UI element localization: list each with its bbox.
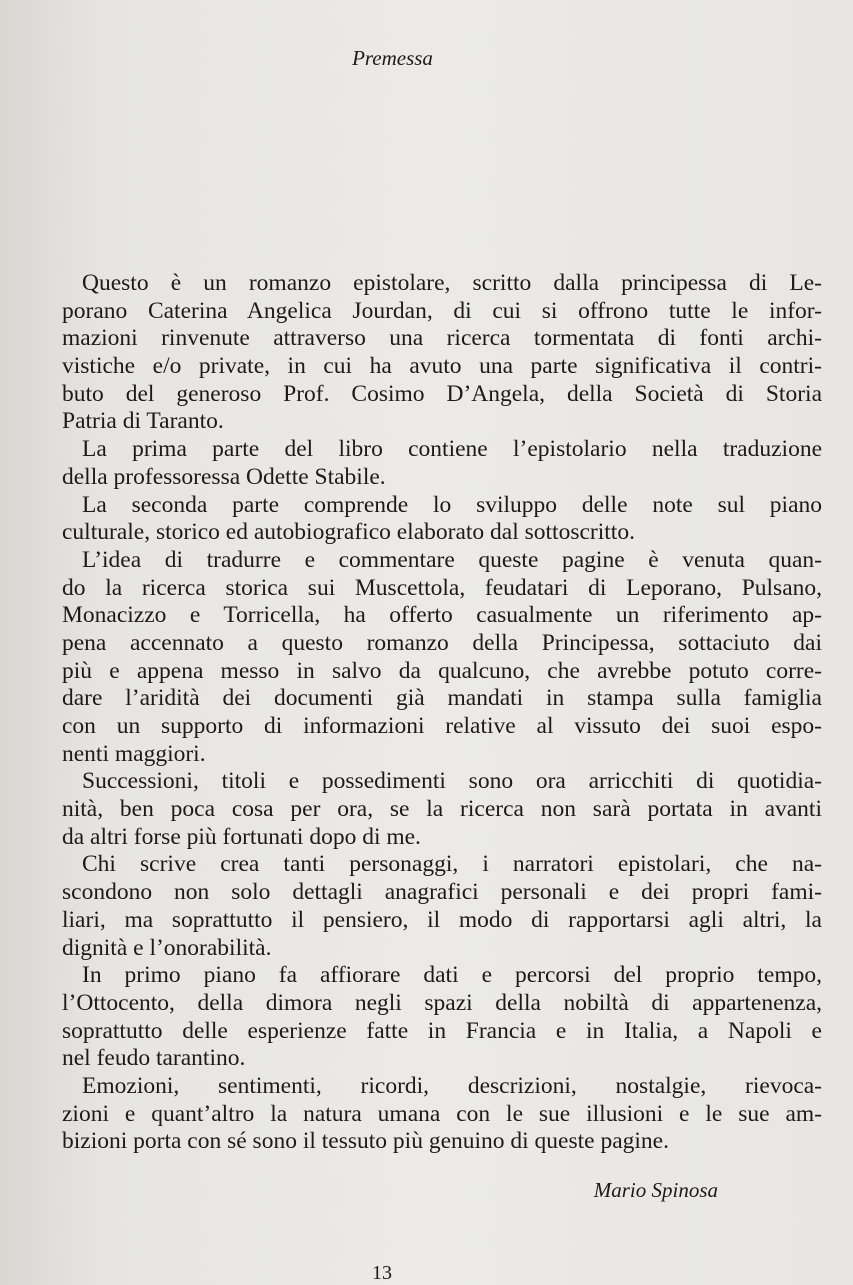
paragraph [62,851,822,962]
text-line: soprattutto delle esperienze fatte in Francia e in Italia, a Napoli e [62,1017,822,1044]
text-line: L’idea di tradurre e commentare queste pagine è venuta quan- [82,546,822,573]
paragraph [62,547,822,769]
page-number: 13 [372,1262,392,1284]
text-line: nità, ben poca cosa per ora, se la ricerca non sarà portata in avanti [62,796,822,823]
paragraph [62,270,822,436]
preface-body [62,270,822,1156]
text-line: più e appena messo in salvo da qualcuno, che avrebbe potuto corre- [62,657,822,684]
page-title: Premessa [352,46,433,70]
text-line: scondono non solo dettagli anagrafici personali e dei propri fami- [62,879,822,906]
text-line: Successioni, titoli e possedimenti sono ora arricchiti di quotidia- [82,768,822,795]
text-line: porano Caterina Angelica Jourdan, di cui si offrono tutte le infor- [62,297,822,324]
text-line: bizioni porta con sé sono il tessuto più genuino di queste pagine. [62,1128,669,1155]
paragraph [62,768,822,851]
paragraph [62,962,822,1073]
text-line: La seconda parte comprende lo sviluppo delle note sul piano [82,491,822,518]
text-line: dignità e l’onorabilità. [62,934,272,961]
text-line: Questo è un romanzo epistolare, scritto dalla principessa di Le- [82,270,822,296]
text-line: pena accennato a questo romanzo della Principessa, sottaciuto dai [62,629,822,656]
text-line: da altri forse più fortunati dopo di me. [62,823,421,850]
text-line: do la ricerca storica sui Muscettola, feudatari di Leporano, Pulsano, [62,574,822,601]
text-line: con un supporto di informazioni relative al vissuto dei suoi espo- [62,713,822,739]
text-line: La prima parte del libro contiene l’epistolario nella traduzione [82,436,822,463]
text-line: buto del generoso Prof. Cosimo D’Angela, della Società di Storia [62,380,822,407]
text-line: In primo piano fa affiorare dati e percorsi del proprio tempo, [82,962,822,989]
text-line: culturale, storico ed autobiografico elaborato dal sottoscritto. [62,519,635,546]
text-line: vistiche e/o private, in cui ha avuto una parte significativa il contri- [62,353,822,380]
text-line: Monacizzo e Torricella, ha offerto casualmente un riferimento ap- [62,602,822,629]
text-line: dare l’aridità dei documenti già mandati in stampa sulla famiglia [62,685,822,712]
paragraph [62,1073,822,1156]
text-line: l’Ottocento, della dimora negli spazi della nobiltà di appartenenza, [62,989,822,1016]
text-line: mazioni rinvenute attraverso una ricerca tormentata di fonti archi- [62,325,822,352]
paragraph [62,436,822,491]
text-line: liari, ma soprattutto il pensiero, il modo di rapportarsi agli altri, la [62,906,822,933]
author-signature: Mario Spinosa [593,1178,718,1202]
text-line: della professoressa Odette Stabile. [62,463,386,490]
text-line: nel feudo tarantino. [62,1045,246,1072]
text-line: nenti maggiori. [62,740,206,767]
text-line: zioni e quant’altro la natura umana con le sue illusioni e le sue am- [62,1100,822,1127]
text-line: Emozioni, sentimenti, ricordi, descrizioni, nostalgie, rievoca- [82,1072,822,1099]
text-line: Chi scrive crea tanti personaggi, i narratori epistolari, che na- [82,851,822,878]
text-line: Patria di Taranto. [62,408,224,435]
paragraph [62,492,822,547]
